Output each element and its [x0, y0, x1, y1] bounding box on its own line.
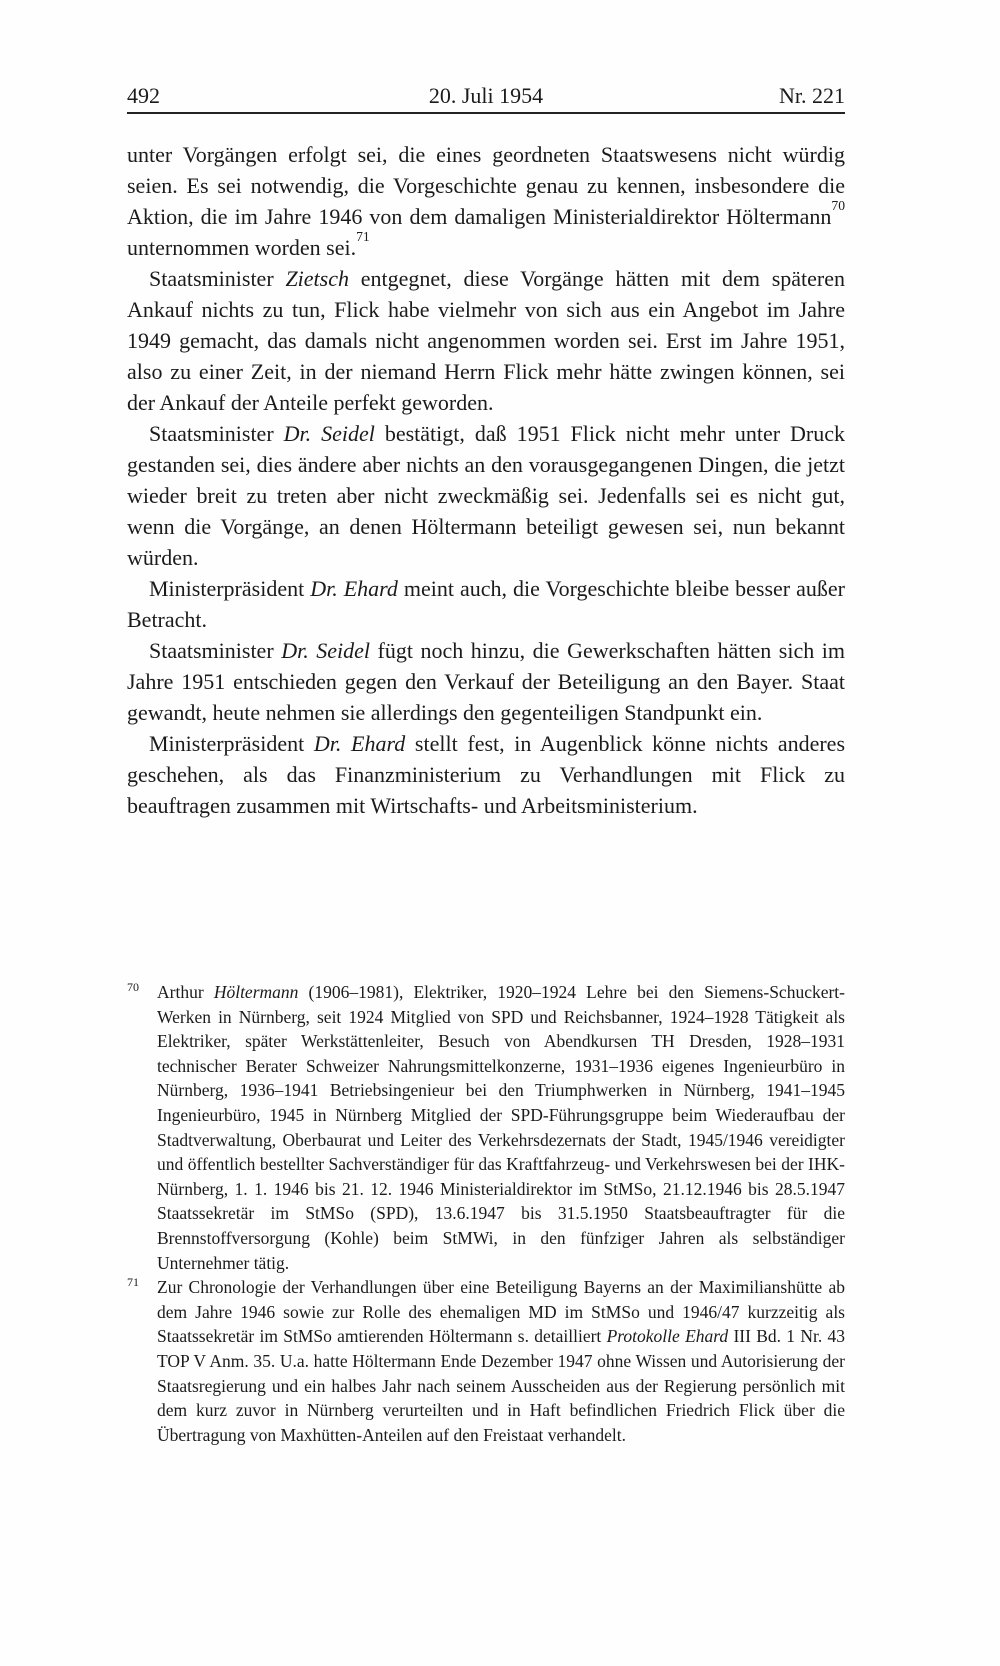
page-number: 492	[127, 83, 160, 108]
footnote-text: Arthur Höltermann (1906–1981), Elektriker, 1920–1924 Lehre bei den Siemens-Schuckert-Werken in Nürnberg, seit 1924 Mitglied von SPD und Reichsbanner, 1924–1928 Tätigkeit als Elektriker, später Werkstättenleiter, Besuch von Abendkursen TH Dresden, 1928–1931 technischer Berater Schweizer Nahrungsmittelkonzerne, 1931–1936 eigenes Ingenieurbüro in Nürnberg, 1936–1941 Betriebsingenieur bei den Triumphwerken in Nürnberg, 1941–1945 Ingenieurbüro, 1945 in Nürnberg Mitglied der SPD-Führungsgruppe beim Wiederaufbau der Stadtverwaltung, Oberbaurat und Leiter des Verkehrsdezernats der Stadt, 1945/1946 vereidigter und öffentlich bestellter Sachverständiger für das Kraftfahrzeug- und Verkehrswesen bei der IHK-Nürnberg, 1. 1. 1946 bis 21. 12. 1946 Ministerialdirektor im StMSo, 21.12.1946 bis 28.5.1947 Staatssekretär im StMSo (SPD), 13.6.1947 bis 31.5.1950 Staatsbeauftragter für die Brennstoffversorgung (Kohle) beim StMWi, in den fünfziger Jahren als selbständiger Unternehmer tätig.	[157, 982, 845, 1273]
footnote-70	[127, 980, 845, 1275]
header-doc-number: Nr. 221	[779, 83, 845, 108]
body-paragraph-5: Staatsminister Dr. Seidel fügt noch hinzu, die Gewerkschaften hätten sich im Jahre 1951 entschieden gegen den Verkauf der Beteiligung an den Bayer. Staat gewandt, heute nehmen sie allerdings den gegenteiligen Standpunkt ein.	[127, 638, 845, 725]
body-paragraph-4: Ministerpräsident Dr. Ehard meint auch, die Vorgeschichte bleibe besser außer Betracht.	[127, 576, 845, 632]
header-date: 20. Juli 1954	[428, 83, 544, 108]
footnotes-section	[127, 980, 845, 1447]
footnote-text: Zur Chronologie der Verhandlungen über eine Beteiligung Bayerns an der Maximilianshütte ab dem Jahre 1946 sowie zur Rolle des ehemaligen MD im StMSo und 1946/47 kurzzeitig als Staatssekretär im StMSo amtierenden Höltermann s. detailliert Protokolle Ehard III Bd. 1 Nr. 43 TOP V Anm. 35. U.a. hatte Höltermann Ende Dezember 1947 ohne Wissen und Autorisierung der Staatsregierung und ein halbes Jahr nach seinem Ausscheiden aus der Regierung persönlich mit dem kurz zuvor in Nürnberg verurteilten und in Haft befindlichen Friedrich Flick über die Übertragung von Maxhütten-Anteilen auf den Freistaat verhandelt.	[157, 1277, 845, 1445]
header-rule	[127, 112, 845, 114]
footnote-71	[127, 1275, 845, 1447]
body-paragraph-3: Staatsminister Dr. Seidel bestätigt, daß 1951 Flick nicht mehr unter Druck gestanden sei, dies ändere aber nichts an den vorausgegangenen Dingen, die jetzt wieder breit zu treten aber nicht zweckmäßig sei. Jedenfalls sei es nicht gut, wenn die Vorgänge, an denen Höltermann beteiligt gewesen sei, nun bekannt würden.	[127, 421, 846, 570]
body-text	[127, 139, 845, 821]
body-paragraph-2: Staatsminister Zietsch entgegnet, diese Vorgänge hätten mit dem späteren Ankauf nichts zu tun, Flick habe vielmehr von sich aus ein Angebot im Jahre 1949 gemacht, das damals nicht angenommen worden sei. Erst im Jahre 1951, also zu einer Zeit, in der niemand Herrn Flick mehr hätte zwingen können, sei der Ankauf der Anteile perfekt geworden.	[127, 266, 845, 415]
body-paragraph-1: unter Vorgängen erfolgt sei, die eines geordneten Staatswesens nicht würdig seien. Es sei notwendig, die Vorgeschichte genau zu kennen, insbesondere die Aktion, die im Jahre 1946 von dem damaligen Ministerialdirektor Höltermann$^{70}$ unternommen worden sei.$^{71}$	[127, 142, 845, 260]
footnote-number: 71	[127, 1275, 139, 1290]
footnote-number: 70	[127, 980, 139, 994]
body-paragraph-6: Ministerpräsident Dr. Ehard stellt fest, in Augenblick könne nichts anderes geschehen, als das Finanzministerium zu Verhandlungen mit Flick zu beauftragen zusammen mit Wirtschafts- und Arbeitsministerium.	[127, 731, 846, 818]
page-header	[127, 84, 845, 108]
